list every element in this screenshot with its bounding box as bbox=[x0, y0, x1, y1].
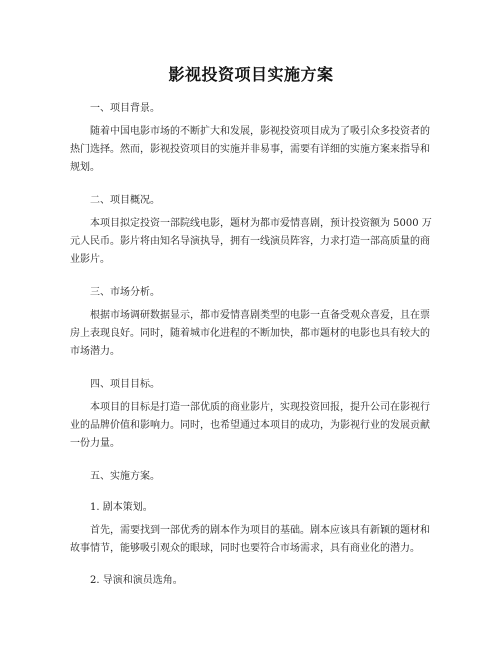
paragraph-line: 故事情节，能够吸引观众的眼球，同时也要符合市场需求，具有商业化的潜力。 bbox=[70, 543, 420, 554]
paragraph-background bbox=[70, 123, 430, 177]
paragraph-line: 一份力量。 bbox=[70, 438, 120, 449]
paragraph-project-goals bbox=[70, 399, 430, 453]
paragraph-line: 热门选择。然而，影视投资项目的实施并非易事，需要有详细的实施方案来指导和 bbox=[70, 144, 430, 155]
paragraph-line: 房上表现良好。同时，随着城市化进程的不断加快，都市题材的电影也具有较大的 bbox=[70, 328, 430, 339]
paragraph-overview bbox=[70, 215, 432, 269]
paragraph-line: 规划。 bbox=[70, 162, 100, 173]
subsection-heading-script-planning: 1. 剧本策划。 bbox=[90, 502, 153, 513]
subsection-heading-director-casting: 2. 导演和演员选角。 bbox=[90, 575, 183, 586]
paragraph-script-planning bbox=[70, 522, 430, 558]
paragraph-line: 本项目的目标是打造一部优质的商业影片，实现投资回报，提升公司在影视行 bbox=[90, 402, 430, 413]
paragraph-line: 本项目拟定投资一部院线电影，题材为都市爱情喜剧，预计投资额为 5000 万 bbox=[90, 218, 432, 229]
section-heading-implementation-plan: 五、实施方案。 bbox=[90, 471, 160, 482]
paragraph-line: 业的品牌价值和影响力。同时，也希望通过本项目的成功，为影视行业的发展贡献 bbox=[70, 420, 430, 431]
paragraph-line: 随着中国电影市场的不断扩大和发展，影视投资项目成为了吸引众多投资者的 bbox=[90, 126, 430, 137]
paragraph-line: 根据市场调研数据显示，都市爱情喜剧类型的电影一直备受观众喜爱，且在票 bbox=[90, 310, 430, 321]
paragraph-market-analysis bbox=[70, 307, 430, 361]
document-title: 影视投资项目实施方案 bbox=[168, 65, 334, 84]
paragraph-line: 业影片。 bbox=[70, 254, 110, 265]
section-heading-background: 一、项目背景。 bbox=[90, 103, 160, 114]
paragraph-line: 首先，需要找到一部优秀的剧本作为项目的基础。剧本应该具有新颖的题材和 bbox=[90, 525, 430, 536]
paragraph-line: 元人民币。影片将由知名导演执导，拥有一线演员阵容，力求打造一部高质量的商 bbox=[70, 236, 430, 247]
paragraph-line: 市场潜力。 bbox=[70, 346, 120, 357]
section-heading-project-goals: 四、项目目标。 bbox=[90, 379, 160, 390]
section-heading-market-analysis: 三、市场分析。 bbox=[90, 287, 160, 298]
section-heading-overview: 二、项目概况。 bbox=[90, 195, 160, 206]
